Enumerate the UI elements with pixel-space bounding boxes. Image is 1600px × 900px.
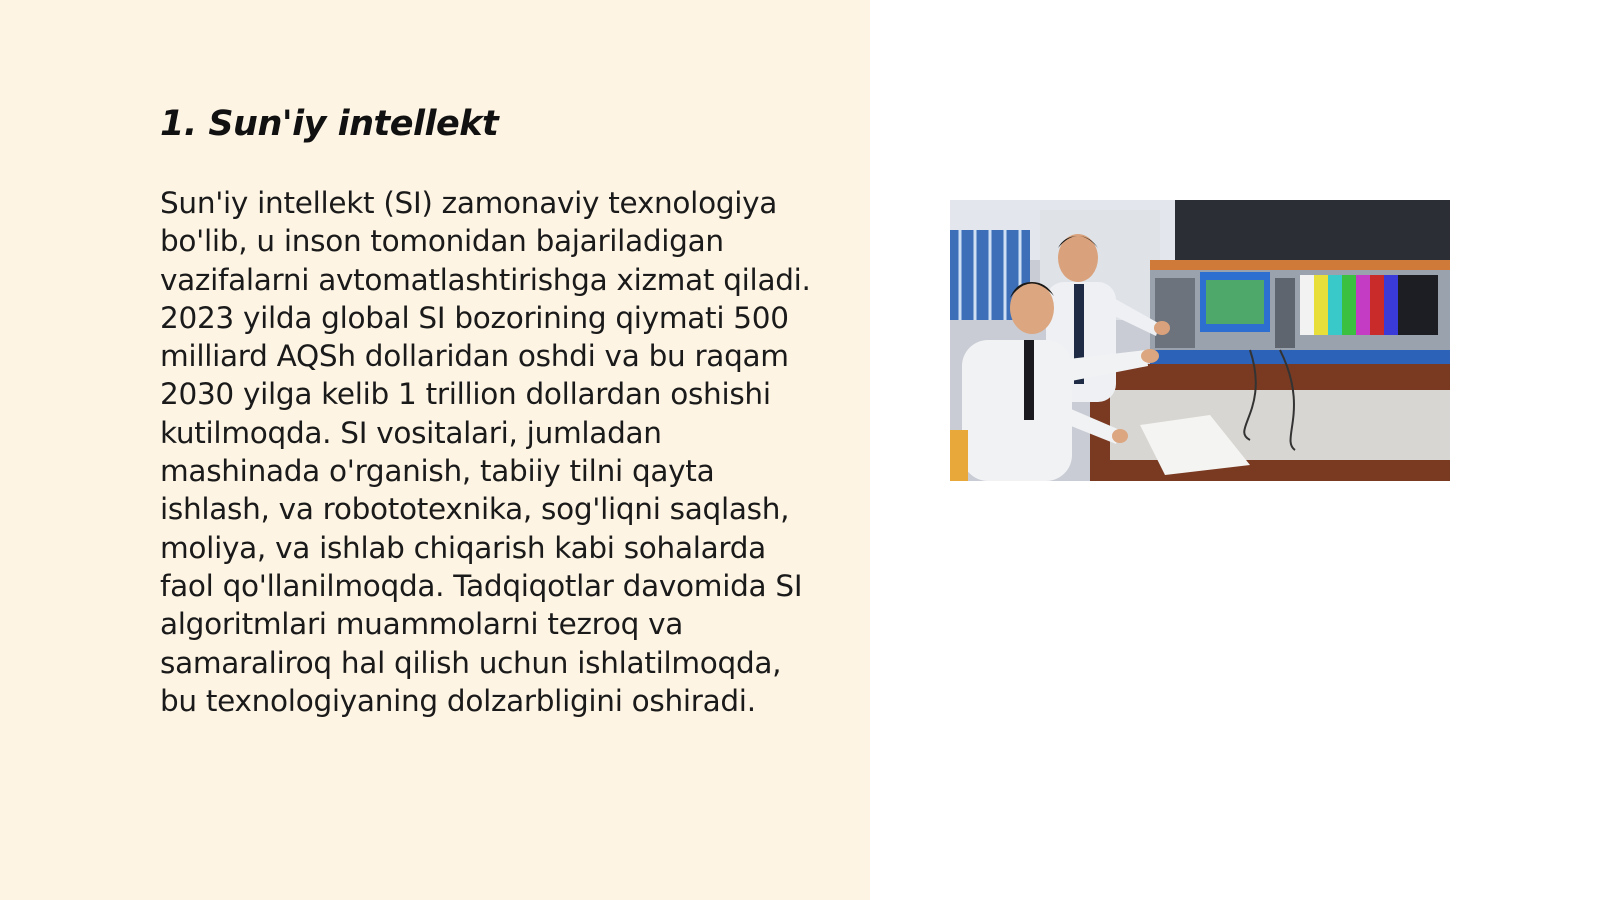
slide-title: 1. Sun'iy intellekt — [160, 104, 499, 144]
lab-photo — [950, 200, 1450, 481]
slide-body-text: Sun'iy intellekt (SI) zamonaviy texnologiya bo'lib, u inson tomonidan bajariladigan vazifalarni avtomatlashtirishga xizmat qiladi. 2023 yilda global SI bozorining qiymati 500 milliard AQSh dollaridan oshdi va bu raqam 2030 yilga kelib 1 trillion dollardan oshishi kutilmoqda. SI vositalari, jumladan mashinada o'rganish, tabiiy tilni qayta ishlash, va robototexnika, sog'liqni saqlash, moliya, va ishlab chiqarish kabi sohalarda faol qo'llanilmoqda. Tadqiqotlar davomida SI algoritmlari muammolarni tezroq va samaraliroq hal qilish uchun ishlatilmoqda, bu texnologiyaning dolzarbligini oshiradi. — [160, 186, 811, 718]
